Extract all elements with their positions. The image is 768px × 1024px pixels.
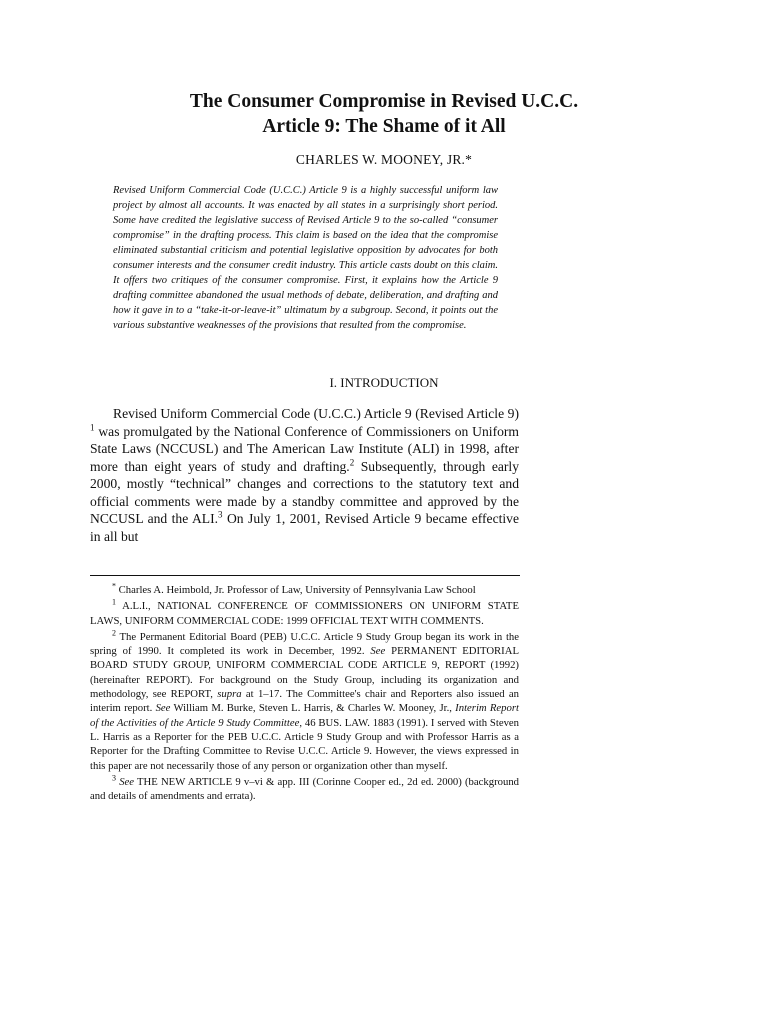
- author-name: CHARLES W. MOONEY, JR.*: [295, 152, 473, 167]
- section-heading: I. INTRODUCTION: [329, 375, 439, 390]
- footnote-mark: 2: [112, 628, 116, 638]
- footnote-text: William M. Burke, Steven L. Harris, & Charles W. Mooney, Jr.,: [170, 702, 456, 715]
- title-line-1: The Consumer Compromise in Revised U.C.C.: [189, 91, 579, 112]
- footnote-text: Charles A. Heimbold, Jr. Professor of Law, University of Pennsylvania Law School: [116, 584, 476, 596]
- signal-see: See: [155, 702, 171, 715]
- footnote-1: [90, 599, 519, 628]
- body-text-part-1: Revised Uniform Commercial Code (U.C.C.) Article 9 (Revised Article 9): [113, 406, 519, 421]
- body-paragraph: [90, 405, 519, 545]
- footnote-text: The Permanent Editorial Board (PEB) U.C.C. Article 9 Study Group began its work in the spring of 1990. It completed its work in December, 1992.: [90, 630, 519, 658]
- signal-see: See: [119, 775, 135, 788]
- footnote-ref-2[interactable]: 2: [349, 456, 355, 467]
- body-text-part-4: On July 1, 2001, Revised Article 9 became effective in all but: [90, 511, 519, 544]
- footnote-2: [90, 630, 519, 773]
- body-text-part-2: was promulgated by the National Conference of Commissioners on Uniform State Laws (NCCUSL) and The American Law Institute (ALI) in 1998, after more than eight years of study and drafting.: [90, 423, 519, 474]
- signal-see: See: [370, 645, 386, 658]
- footnote-mark: *: [112, 581, 116, 591]
- footnote-3: [90, 775, 519, 804]
- footnote-text: PERMANENT EDITORIAL BOARD STUDY GROUP, UNIFORM COMMERCIAL CODE ARTICLE 9, REPORT (1992) (hereinafter REPORT). For background on the Study Group, including its organization and methodology, see REPORT,: [90, 645, 519, 701]
- footnote-text: , 46 BUS. LAW. 1883 (1991). I served with Steven L. Harris as a Reporter for the PEB U.C.C. Article 9 Study Group and with Professor Harris as a Reporter for the Drafting Committee to Revise U.C.C. Article 9. However, the views expressed in this paper are not necessarily those of any person or organization other than myself.: [90, 716, 519, 772]
- footnote-text: at 1–17. The Committee's chair and Reporters also issued an interim report.: [90, 688, 519, 715]
- footnote-mark: 1: [112, 597, 116, 607]
- footnote-mark: 3: [112, 773, 116, 783]
- footnote-text: A.L.I., NATIONAL CONFERENCE OF COMMISSIONERS ON UNIFORM STATE LAWS, UNIFORM COMMERCIAL CODE: 1999 OFFICIAL TEXT WITH COMMENTS.: [90, 600, 519, 627]
- footnote-ref-1[interactable]: 1: [90, 421, 95, 432]
- footnotes: [90, 583, 519, 805]
- title-line-2: Article 9: The Shame of it All: [262, 116, 506, 137]
- cited-article-title: Interim Report of the Activities of the Article 9 Study Committee: [90, 702, 519, 729]
- footnote-star: [90, 583, 519, 597]
- footnote-text: THE NEW ARTICLE 9 v–vi & app. III (Corinne Cooper ed., 2d ed. 2000) (background and details of amendments and errata).: [90, 775, 520, 803]
- body-text-part-3: Subsequently, through early 2000, mostly “technical” changes and corrections to the statutory text and official comments were made by a standby committee and approved by the NCCUSL and the ALI.: [90, 458, 519, 526]
- footnote-ref-3[interactable]: 3: [218, 509, 223, 520]
- footnote-divider: [90, 575, 520, 576]
- article-title: [90, 89, 678, 139]
- signal-supra: supra: [217, 688, 242, 701]
- abstract: Revised Uniform Commercial Code (U.C.C.) Article 9 is a highly successful uniform law project by almost all accounts. It was enacted by all states in a surprisingly short period. Some have credited the legislative success of Revised Article 9 to the so-called “consumer compromise” in the drafting process. This claim is based on the idea that the compromise eliminated substantial criticism and potential legislative opposition by advocates for both consumer interests and the consumer credit industry. This article casts doubt on this claim. It offers two critiques of the consumer compromise. First, it explains how the Article 9 drafting committee abandoned the usual methods of debate, deliberation, and drafting and how it gave in to a “take-it-or-leave-it” ultimatum by a subgroup. Second, it points out the various substantive weaknesses of the provisions that resulted from the compromise.: [113, 185, 498, 332]
